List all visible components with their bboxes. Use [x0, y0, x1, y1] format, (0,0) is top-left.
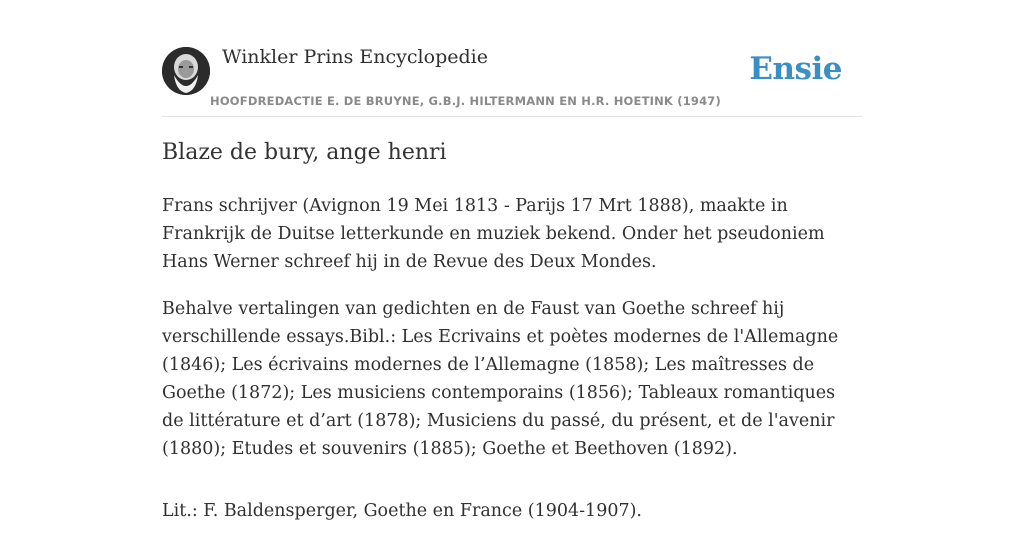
article-paragraph: Frans schrijver (Avignon 19 Mei 1813 - Parijs 17 Mrt 1888), maakte in Frankrijk de Duitse letterkunde en muziek bekend. Onder het pseudoniem Hans Werner schreef hij in de Revue des Deux Mondes. [162, 196, 825, 272]
site-title[interactable]: Winkler Prins Encyclopedie [222, 46, 488, 68]
literature-reference: Lit.: F. Baldensperger, Goethe en France (1904-1907). [162, 501, 642, 521]
author-portrait-icon [162, 47, 210, 95]
entry-title: Blaze de bury, ange henri [162, 140, 447, 165]
page [162, 0, 862, 521]
avatar[interactable] [162, 47, 210, 95]
article-paragraph: Behalve vertalingen van gedichten en de Faust van Goethe schreef hij verschillende essays.Bibl.: Les Ecrivains et poètes modernes de l'Allemagne (1846); Les écrivains modernes de l’Allemagne (1858); Les maîtresses de Goethe (1872); Les musiciens contemporains (1856); Tableaux romantiques de littérature et d’art (1878); Musiciens du passé, du présent, et de l'avenir (1880); Etudes et souvenirs (1885); Goethe et Beethoven (1892). [162, 299, 839, 459]
site-header [162, 0, 862, 117]
ensie-logo[interactable]: Ensie [749, 51, 842, 87]
article-body [162, 192, 862, 544]
editorial-credits: HOOFDREDACTIE E. DE BRUYNE, G.B.J. HILTERMANN EN H.R. HOETINK (1947) [210, 94, 721, 108]
